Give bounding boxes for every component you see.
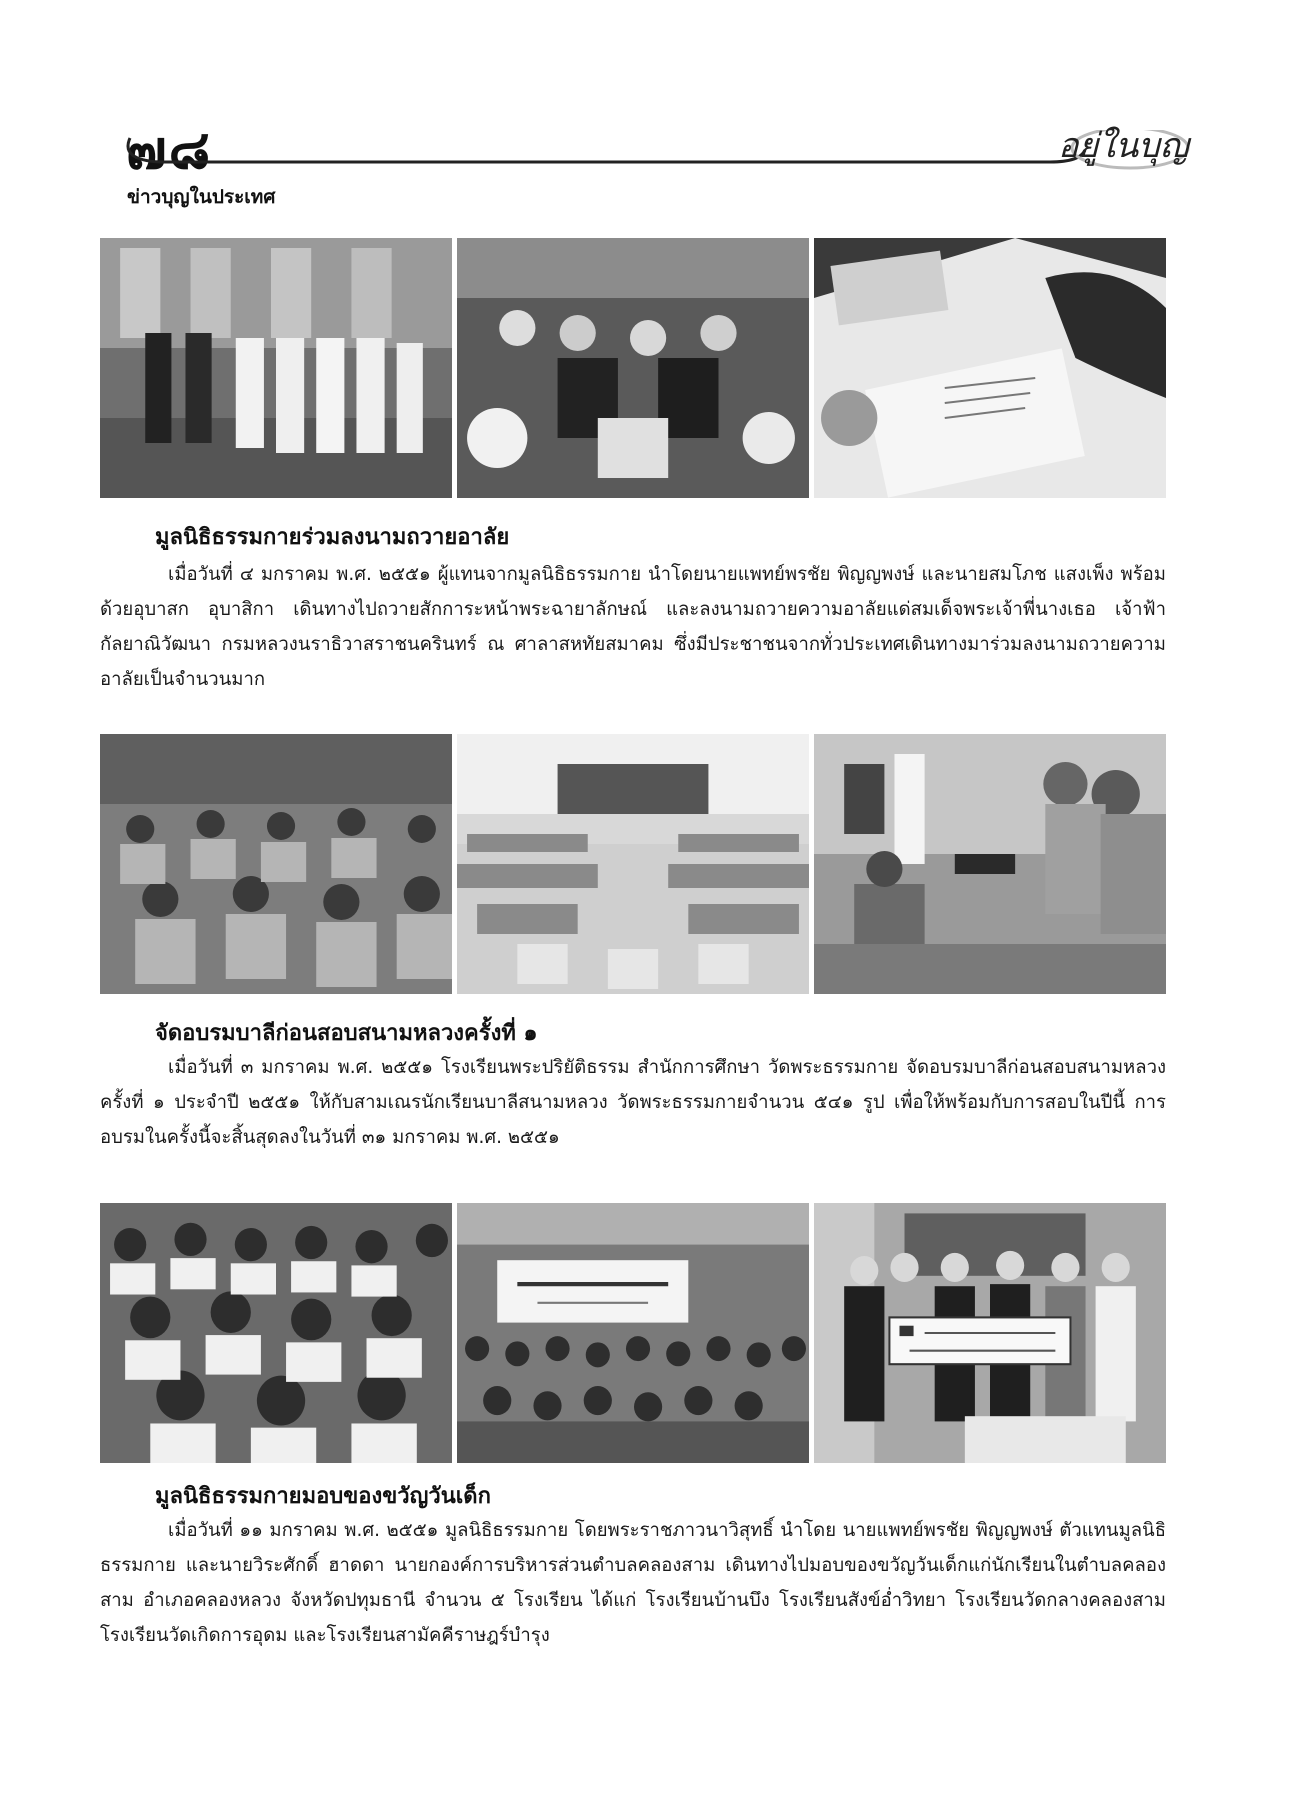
photo-row-3 xyxy=(100,1203,1166,1463)
page-number: ๗๘ xyxy=(126,117,213,181)
photo-children-group-banner xyxy=(457,1203,809,1463)
photo-signing-condolence-book xyxy=(814,238,1166,498)
photo-students-seated xyxy=(100,1203,452,1463)
article-body: เมื่อวันที่ ๓ มกราคม พ.ศ. ๒๕๕๑ โรงเรียนพระปริยัติธรรม สำนักการศึกษา วัดพระธรรมกาย จัดอบรมบาลีก่อนสอบสนามหลวง ครั้งที่ ๑ ประจำปี ๒๕๕๑ ให้กับสามเณรนักเรียนบาลีสนามหลวง วัดพระธรรมกายจำนวน ๕๔๑ รูป เพื่อให้พร้อมกับการสอบในปีนี้ การอบรมในครั้งนี้จะสิ้นสุดลงในวันที่ ๓๑ มกราคม พ.ศ. ๒๕๕๑ xyxy=(100,1057,1166,1148)
header-swoosh xyxy=(120,130,1190,170)
article-title: จัดอบรมบาลีก่อนสอบสนามหลวงครั้งที่ ๑ xyxy=(155,1021,538,1046)
magazine-logo: อยู่ในบุญ xyxy=(1058,126,1189,166)
article-title: มูลนิธิธรรมกายร่วมลงนามถวายอาลัย xyxy=(155,525,510,550)
photo-row-1 xyxy=(100,238,1166,498)
photo-ceremony-crowd xyxy=(457,238,809,498)
photo-hall-assembly xyxy=(457,734,809,994)
photo-row-2 xyxy=(100,734,1166,994)
article-body: เมื่อวันที่ ๔ มกราคม พ.ศ. ๒๕๕๑ ผู้แทนจากมูลนิธิธรรมกาย นำโดยนายแพทย์พรชัย พิญญพงษ์ และนายสมโภช แสงเพ็ง พร้อมด้วยอุบาสก อุบาสิกา เดินทางไปถวายสักการะหน้าพระฉายาลักษณ์ และลงนามถวายความอาลัยแด่สมเด็จพระเจ้าพี่นางเธอ เจ้าฟ้ากัลยาณิวัฒนา กรมหลวงนราธิวาสราชนครินทร์ ณ ศาลาสหทัยสมาคม ซึ่งมีประชาชนจากทั่วประเทศเดินทางมาร่วมลงนามถวายความอาลัยเป็นจำนวนมาก xyxy=(100,564,1166,690)
article-title: มูลนิธิธรรมกายมอบของขวัญวันเด็ก xyxy=(155,1484,491,1509)
photo-novices-seated xyxy=(100,734,452,994)
section-label: ข่าวบุญในประเทศ xyxy=(127,186,276,208)
photo-donation-check xyxy=(814,1203,1166,1463)
article-body: เมื่อวันที่ ๑๑ มกราคม พ.ศ. ๒๕๕๑ มูลนิธิธรรมกาย โดยพระราชภาวนาวิสุทธิ์ นำโดย นายแพทย์พรชัย พิญญพงษ์ ตัวแทนมูลนิธิธรรมกาย และนายวิระศักดิ์ ฮาดดา นายกองค์การบริหารส่วนตำบลคลองสาม เดินทางไปมอบของขวัญวันเด็กแก่นักเรียนในตำบลคลองสาม อำเภอคลองหลวง จังหวัดปทุมธานี จำนวน ๕ โรงเรียน ได้แก่ โรงเรียนบ้านบึง โรงเรียนสังข์อ่ำวิทยา โรงเรียนวัดกลางคลองสาม โรงเรียนวัดเกิดการอุดม และโรงเรียนสามัคคีราษฎร์บำรุง xyxy=(100,1520,1166,1646)
photo-group-white-dress xyxy=(100,238,452,498)
photo-monks-presentation xyxy=(814,734,1166,994)
